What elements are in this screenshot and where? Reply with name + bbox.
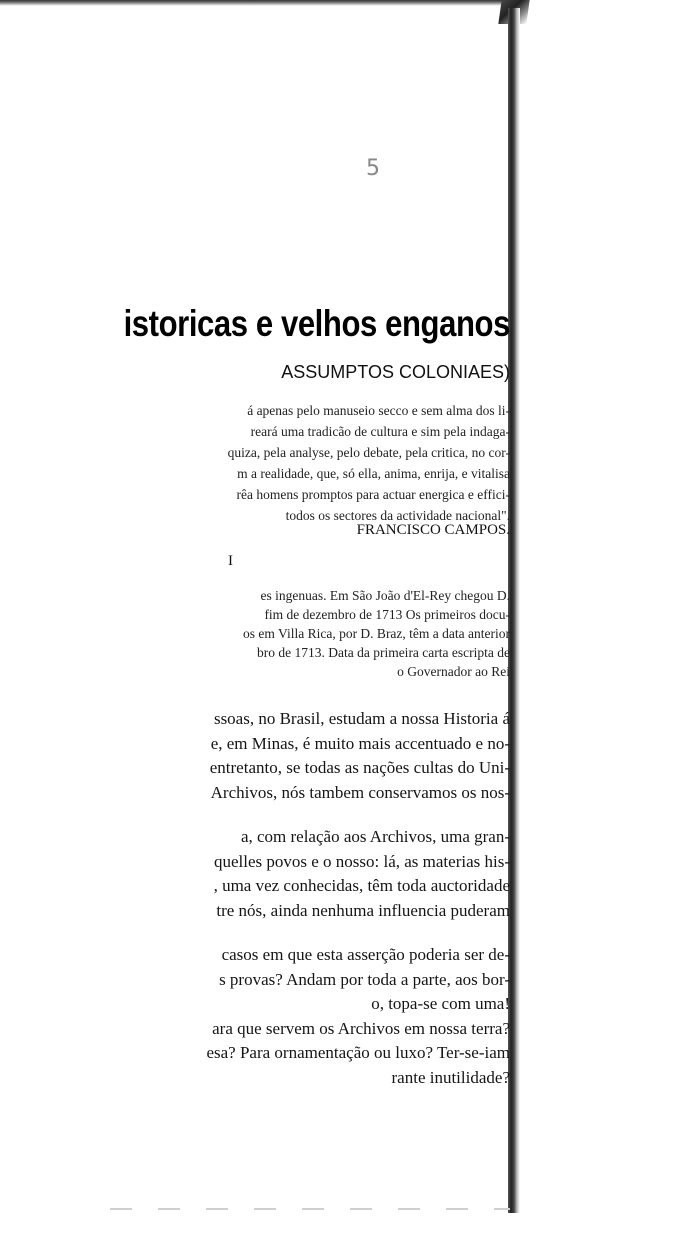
epigraph-line: m a realidade, que, só ella, anima, enrija, e vitalisa [237,466,510,481]
body-paragraph [0,707,510,805]
body-line: casos em que esta asserção poderia ser de- [221,945,510,964]
body-line: esa? Para ornamentação ou luxo? Ter-se-iam [206,1043,510,1062]
epigraph-line: quiza, pela analyse, pelo debate, pela critica, no cor- [227,445,510,460]
summary-line: o Governador ao Rei [397,664,510,679]
summary-line: os em Villa Rica, por D. Braz, têm a data anterior [243,626,510,641]
page-top-edge [0,0,520,6]
body-paragraph [0,943,510,1090]
summary-line: fim de dezembro de 1713 Os primeiros docu- [264,607,510,622]
body-line: ara que servem os Archivos em nossa terra? [212,1018,510,1038]
epigraph-line: rêa homens promptos para actuar energica e effici- [236,487,510,502]
section-summary [0,586,510,681]
body-line: e, em Minas, é muito mais accentuado e no- [210,733,510,753]
body-line: ssoas, no Brasil, estudam a nossa Historia á [213,709,510,728]
body-paragraph [0,825,510,923]
body-line: s provas? Andam por toda a parte, aos bor- [219,969,510,989]
body-line: tre nós, ainda nenhuma influencia puderam [216,900,510,920]
body-line: , uma vez conhecidas, têm toda auctoridade [213,876,510,895]
body-line: Archivos, nós tambem conservamos os nos- [210,782,510,802]
epigraph [0,400,510,526]
body-line: quelles povos e o nosso: lá, as materias his- [213,851,510,871]
article-subtitle: ASSUMPTOS COLONIAES) [281,362,510,382]
body-line: rante inutilidade? [391,1067,510,1087]
summary-line: es ingenuas. Em São João d'El-Rey chegou D. [260,588,510,603]
section-number: I [228,553,233,569]
page-number: 5 [366,156,380,181]
body-line: entretanto, se todas as nações cultas do Uni- [209,758,510,777]
article-title: istoricas e velhos enganos [123,303,510,344]
page-bottom-edge [110,1208,510,1210]
epigraph-line: reará uma tradicão de cultura e sim pela indaga- [250,424,510,439]
epigraph-line: á apenas pelo manuseio secco e sem alma dos li- [247,403,510,418]
summary-line: bro de 1713. Data da primeira carta escripta de [256,645,510,660]
epigraph-line: todos os sectores da actividade nacional". [285,508,510,523]
body-line: o, topa-se com uma! [371,994,510,1013]
body-line: a, com relação aos Archivos, uma gran- [240,827,510,846]
epigraph-author: FRANCISCO CAMPOS. [356,522,510,538]
